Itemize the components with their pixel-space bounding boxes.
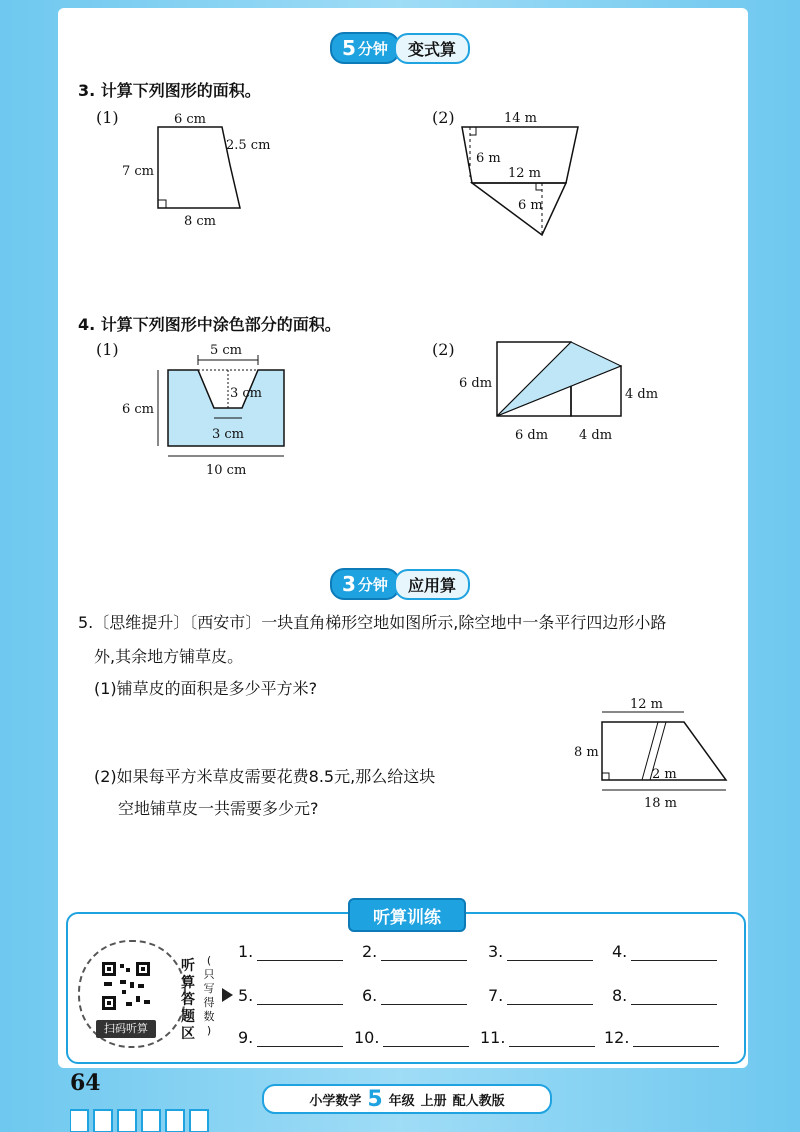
- q3-fig1-label: (1): [96, 108, 119, 127]
- side-char: 答: [181, 992, 195, 1008]
- dim-bottom-2: 4 dm: [579, 428, 613, 443]
- dim-height1: 6 m: [476, 151, 501, 166]
- answer-number: 8.: [612, 986, 628, 1005]
- answer-number: 3.: [488, 942, 504, 961]
- q5-figure: [570, 690, 740, 815]
- dim-height2: 6 m: [518, 198, 543, 213]
- qr-label: 扫码听算: [96, 1020, 156, 1038]
- side-note-char: 只: [203, 968, 215, 981]
- badge-unit: 分钟: [357, 39, 388, 58]
- answer-blank-3[interactable]: [488, 942, 593, 961]
- answer-number: 7.: [488, 986, 504, 1005]
- side-note-char: 数: [203, 1010, 215, 1023]
- answer-blank-7[interactable]: [488, 986, 593, 1005]
- page-number: 64: [70, 1070, 101, 1096]
- qr-code-icon[interactable]: [100, 960, 152, 1012]
- q3-figure-1: [110, 105, 320, 235]
- q3-figure-2: [450, 105, 610, 240]
- dim-left: 7 cm: [122, 164, 155, 179]
- answer-blank-9[interactable]: [238, 1028, 343, 1047]
- side-label: [180, 958, 196, 1043]
- badge-time: [330, 32, 400, 64]
- dim-bottom: 18 m: [644, 796, 678, 811]
- dim-bottom: 8 cm: [184, 214, 217, 229]
- section-badge-variant: [330, 34, 470, 62]
- q4-figure-1: [118, 340, 308, 480]
- dim-top: 5 cm: [210, 343, 243, 358]
- shaded-triangle: [497, 342, 621, 416]
- q5-line-1: 5.〔思维提升〕〔西安市〕一块直角梯形空地如图所示,除空地中一条平行四边形小路: [78, 613, 667, 632]
- answer-number: 11.: [480, 1028, 506, 1047]
- right-angle-2: [536, 183, 542, 190]
- dim-left: 8 m: [574, 745, 599, 760]
- answer-blank-11[interactable]: [480, 1028, 595, 1047]
- q4-fig2-label: (2): [432, 340, 455, 359]
- dim-top: 14 m: [504, 111, 538, 126]
- answer-blank-5[interactable]: [238, 986, 343, 1005]
- badge-time: [330, 568, 400, 600]
- dim-mid: 12 m: [508, 166, 542, 181]
- answer-blank-12[interactable]: [604, 1028, 719, 1047]
- answer-blank-6[interactable]: [362, 986, 467, 1005]
- badge-minutes: 3: [342, 572, 356, 596]
- side-note-char: (: [206, 954, 212, 967]
- dim-slant: 2.5 cm: [226, 138, 271, 153]
- dim-left: 6 cm: [122, 402, 155, 417]
- side-note-char: ): [206, 1024, 212, 1037]
- side-note-char: 得: [203, 996, 215, 1009]
- q4-title: 4. 计算下列图形中涂色部分的面积。: [78, 315, 341, 334]
- badge-unit: 分钟: [357, 575, 388, 594]
- q5-part-2-line-2: 空地铺草皮一共需要多少元?: [118, 799, 319, 818]
- answer-number: 1.: [238, 942, 254, 961]
- footer-edition: 配人教版: [452, 1093, 505, 1109]
- q5-line-2: 外,其余地方铺草皮。: [94, 647, 244, 666]
- right-angle-mark: [158, 200, 166, 208]
- dim-left: 6 dm: [459, 376, 493, 391]
- dim-inner: 3 cm: [212, 427, 245, 442]
- dim-top: 12 m: [630, 697, 664, 712]
- answer-number: 10.: [354, 1028, 380, 1047]
- section-badge-applied: [330, 570, 470, 598]
- answer-number: 9.: [238, 1028, 254, 1047]
- footer-volume: 上册: [420, 1093, 447, 1109]
- footer-grade: 年级: [388, 1093, 415, 1109]
- dim-top: 6 cm: [174, 112, 207, 127]
- answer-blank-2[interactable]: [362, 942, 467, 961]
- footer-subject: 小学数学: [309, 1093, 362, 1109]
- right-angle-1: [470, 127, 476, 135]
- dim-bottom: 10 cm: [206, 463, 247, 478]
- arrow-right-icon: [222, 988, 233, 1002]
- q4-fig1-label: (1): [96, 340, 119, 359]
- badge-minutes: 5: [342, 36, 356, 60]
- listen-title: 听算训练: [348, 898, 466, 932]
- side-char: 听: [181, 958, 195, 974]
- side-char: 区: [181, 1026, 195, 1042]
- answer-number: 4.: [612, 942, 628, 961]
- book-spine-decoration: [70, 1100, 250, 1132]
- q4-figure-2: [455, 335, 675, 450]
- answer-blank-8[interactable]: [612, 986, 717, 1005]
- q5-part-1: (1)铺草皮的面积是多少平方米?: [94, 679, 318, 698]
- answer-blank-10[interactable]: [354, 1028, 469, 1047]
- dim-bottom-1: 6 dm: [515, 428, 549, 443]
- answer-number: 12.: [604, 1028, 630, 1047]
- side-char: 题: [181, 1009, 195, 1025]
- dim-depth: 3 cm: [230, 386, 263, 401]
- q3-fig2-label: (2): [432, 108, 455, 127]
- side-note-char: 写: [203, 982, 215, 995]
- answer-number: 2.: [362, 942, 378, 961]
- answer-blank-1[interactable]: [238, 942, 343, 961]
- footer-book-info: [262, 1084, 552, 1114]
- side-note: [202, 954, 216, 1038]
- dim-path: 2 m: [652, 767, 677, 782]
- dim-right: 4 dm: [625, 387, 659, 402]
- answer-number: 6.: [362, 986, 378, 1005]
- footer-grade-number: 5: [367, 1086, 383, 1112]
- badge-title: 变式算: [394, 33, 470, 64]
- side-char: 算: [181, 975, 195, 991]
- q5-part-2-line-1: (2)如果每平方米草皮需要花费8.5元,那么给这块: [94, 767, 436, 786]
- answer-number: 5.: [238, 986, 254, 1005]
- q3-title: 3. 计算下列图形的面积。: [78, 81, 261, 100]
- badge-title: 应用算: [394, 569, 470, 600]
- right-angle-mark: [602, 773, 609, 780]
- answer-blank-4[interactable]: [612, 942, 717, 961]
